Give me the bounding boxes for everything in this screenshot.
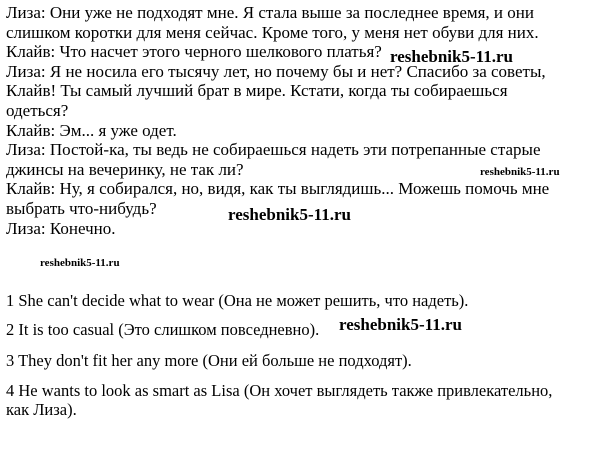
watermark: reshebnik5-11.ru xyxy=(339,315,462,334)
watermark: reshebnik5-11.ru xyxy=(228,205,351,224)
watermark: reshebnik5-11.ru xyxy=(390,47,513,66)
dialogue-line: выбрать что-нибудь? xyxy=(6,198,157,218)
dialogue-line: Лиза: Конечно. xyxy=(6,218,116,238)
answer-4: 4 He wants to look as smart as Lisa (Он хочет выглядеть также привлекательно, xyxy=(6,381,553,400)
dialogue-line: Лиза: Они уже не подходят мне. Я стала выше за последнее время, и они xyxy=(6,3,534,22)
dialogue-line: Клайв: Что насчет этого черного шелкового платья? xyxy=(6,42,382,62)
dialogue-line: Клайв: Эм... я уже одет. xyxy=(6,120,177,140)
dialogue-line: джинсы на вечеринку, не так ли? xyxy=(6,159,244,179)
answer-1: 1 She can't decide what to wear (Она не может решить, что надеть). xyxy=(6,291,469,310)
dialogue-line: Клайв: Ну, я собирался, но, видя, как ты выглядишь... Можешь помочь мне xyxy=(6,179,550,199)
answer-2: 2 It is too casual (Это слишком повседневно). xyxy=(6,320,320,339)
watermark: reshebnik5-11.ru xyxy=(40,257,120,269)
watermark: reshebnik5-11.ru xyxy=(480,166,560,178)
dialogue-text xyxy=(6,3,596,238)
dialogue-line: Лиза: Я не носила его тысячу лет, но почему бы и нет? Спасибо за советы, xyxy=(6,61,546,81)
dialogue-line: одеться? xyxy=(6,100,69,120)
dialogue-line: Клайв! Ты самый лучший брат в мире. Кстати, когда ты собираешься xyxy=(6,81,508,101)
answer-3: 3 They don't fit her any more (Они ей больше не подходят). xyxy=(6,351,412,370)
answer-4-cont: как Лиза). xyxy=(6,400,77,419)
dialogue-line: слишком коротки для меня сейчас. Кроме того, у меня нет обуви для них. xyxy=(6,22,539,42)
dialogue-line: Лиза: Постой-ка, ты ведь не собираешься надеть эти потрепанные старые xyxy=(6,140,541,160)
